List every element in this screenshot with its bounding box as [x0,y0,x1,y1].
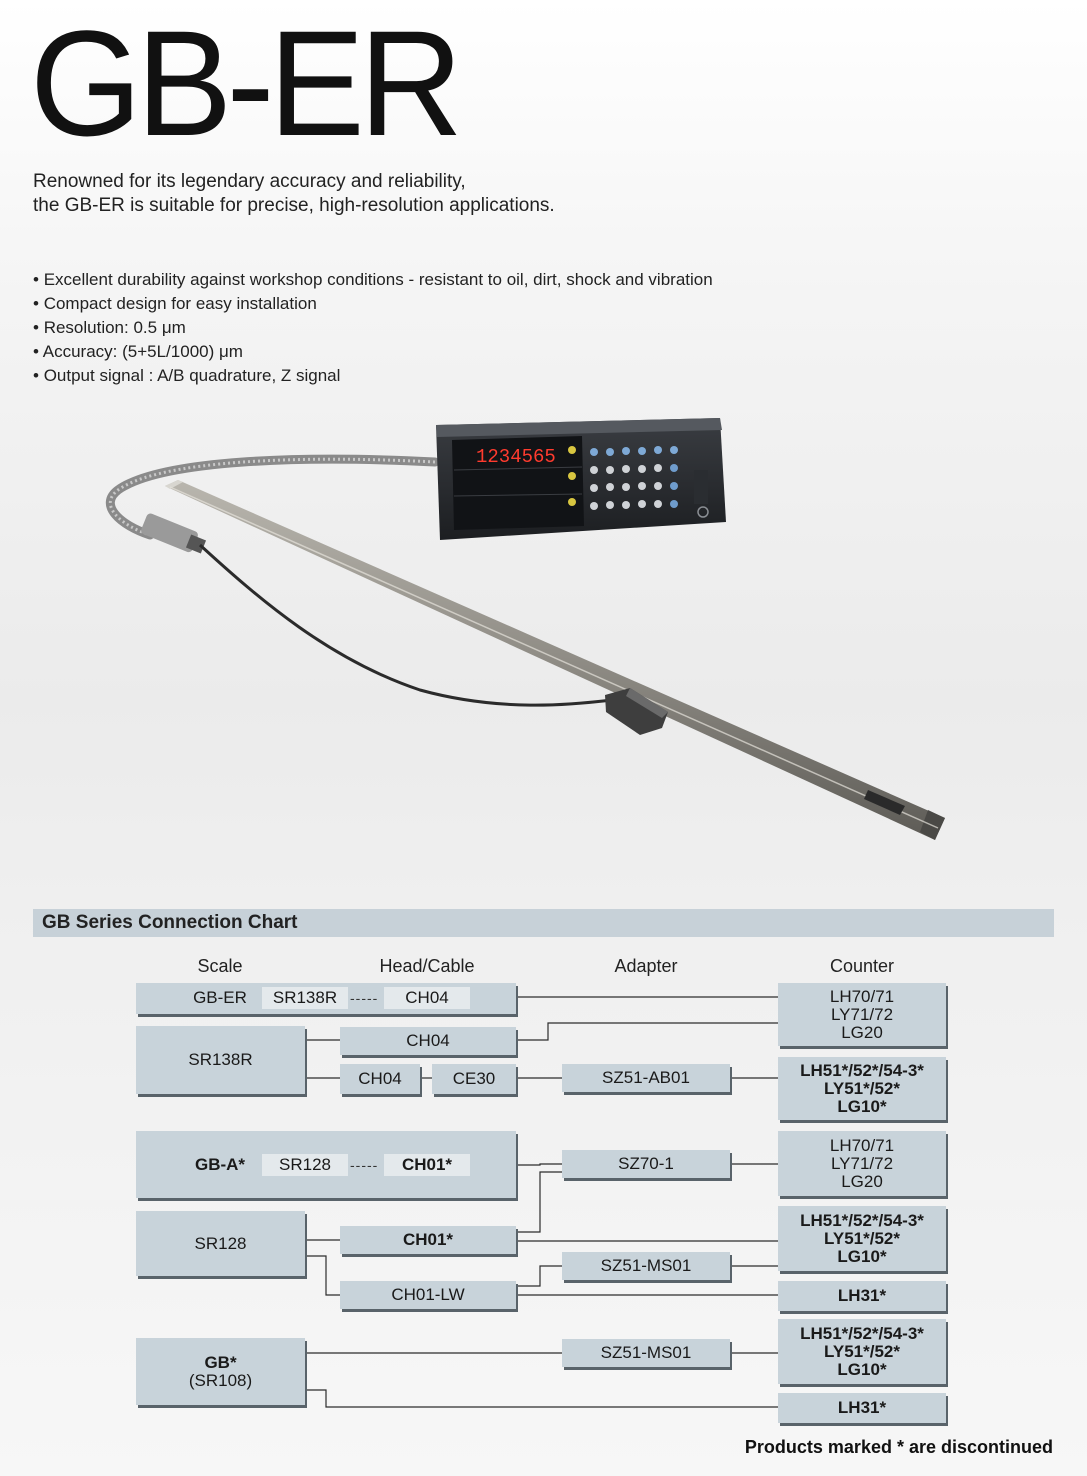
counter-box-lh51-c [778,1319,946,1384]
column-header-head-cable: Head/Cable [379,956,475,976]
feature-item: • Excellent durability against workshop conditions - resistant to oil, dirt, shock and vibration [33,268,713,292]
counter-model: LH51*/52*/54-3* [800,1210,924,1230]
counter-model: LY51*/52* [824,1341,900,1361]
counter-model: LG10* [837,1359,887,1379]
counter-model: LY71/72 [830,1153,894,1173]
scale-label-gb-a: GB-A* [194,1155,246,1174]
counter-unit [436,418,726,540]
feature-item: • Compact design for easy installation [33,292,713,316]
scale-box-sr138r: SR138R [136,1026,305,1094]
column-header-adapter: Adapter [614,956,678,976]
connection-chart-title: GB Series Connection Chart [33,909,1054,937]
product-photo [0,400,1087,870]
counter-model: LG10* [837,1246,887,1266]
column-header-counter: Counter [829,956,895,976]
counter-box-lh51 [778,1057,946,1120]
counter-box-lh31-b: LH31* [778,1393,946,1423]
head-cable [200,545,612,705]
scale-label-gb: GB* [204,1352,237,1372]
counter-readout: 1234565 [476,446,556,468]
intro-line-1: Renowned for its legendary accuracy and reliability, [33,171,466,192]
counter-model: LG20 [841,1022,883,1042]
counter-model: LY71/72 [830,1004,894,1024]
counter-box-lh70-b [778,1131,946,1196]
adapter-box-sz51-ab01: SZ51-AB01 [562,1064,730,1092]
column-header-scale: Scale [197,956,243,976]
scale-bar [165,480,945,840]
scale-box-sr128: SR128 [136,1211,305,1276]
scale-box-gb [136,1338,305,1405]
feature-item: • Accuracy: (5+5L/1000) μm [33,340,713,364]
head-label-sr138r: SR138R [262,987,348,1009]
head-label-sr128: SR128 [262,1154,348,1176]
feature-item: • Resolution: 0.5 μm [33,316,713,340]
cable-label-ch01: CH01* [384,1154,470,1176]
page-title: GB-ER [30,0,458,167]
cable-box-ch04: CH04 [340,1027,516,1055]
adapter-box-sz51-ms01-b: SZ51-MS01 [562,1339,730,1367]
cable-box-ch01-lw: CH01-LW [340,1281,516,1309]
scale-sublabel-sr108: (SR108) [188,1370,253,1390]
cable-box-ce30: CE30 [432,1064,516,1094]
link-dash: ----- [350,1157,379,1173]
feature-item: • Output signal : A/B quadrature, Z signal [33,364,713,388]
counter-box-lh51-b [778,1206,946,1271]
adapter-box-sz51-ms01: SZ51-MS01 [562,1252,730,1280]
counter-model: LG10* [837,1096,887,1116]
discontinued-footnote: Products marked * are discontinued [744,1437,1053,1457]
adapter-box-sz70-1: SZ70-1 [562,1150,730,1178]
scale-label-gb-er: GB-ER [193,988,247,1007]
intro-line-2: the GB-ER is suitable for precise, high-resolution applications. [33,195,555,216]
intro-text [33,170,555,218]
link-dash: ----- [350,990,379,1006]
counter-model: LY51*/52* [824,1078,900,1098]
counter-box-lh31: LH31* [778,1281,946,1311]
counter-model: LH51*/52*/54-3* [800,1323,924,1343]
feature-list [33,268,713,388]
counter-model: LH70/71 [829,986,895,1006]
cable-box-ch01: CH01* [340,1226,516,1254]
counter-box-lh70 [778,983,946,1046]
counter-model: LH70/71 [829,1135,895,1155]
cable-label-ch04: CH04 [384,987,470,1009]
counter-model: LY51*/52* [824,1228,900,1248]
counter-model: LG20 [841,1171,883,1191]
counter-model: LH51*/52*/54-3* [800,1060,924,1080]
cable-box-ch04-b: CH04 [340,1064,420,1094]
